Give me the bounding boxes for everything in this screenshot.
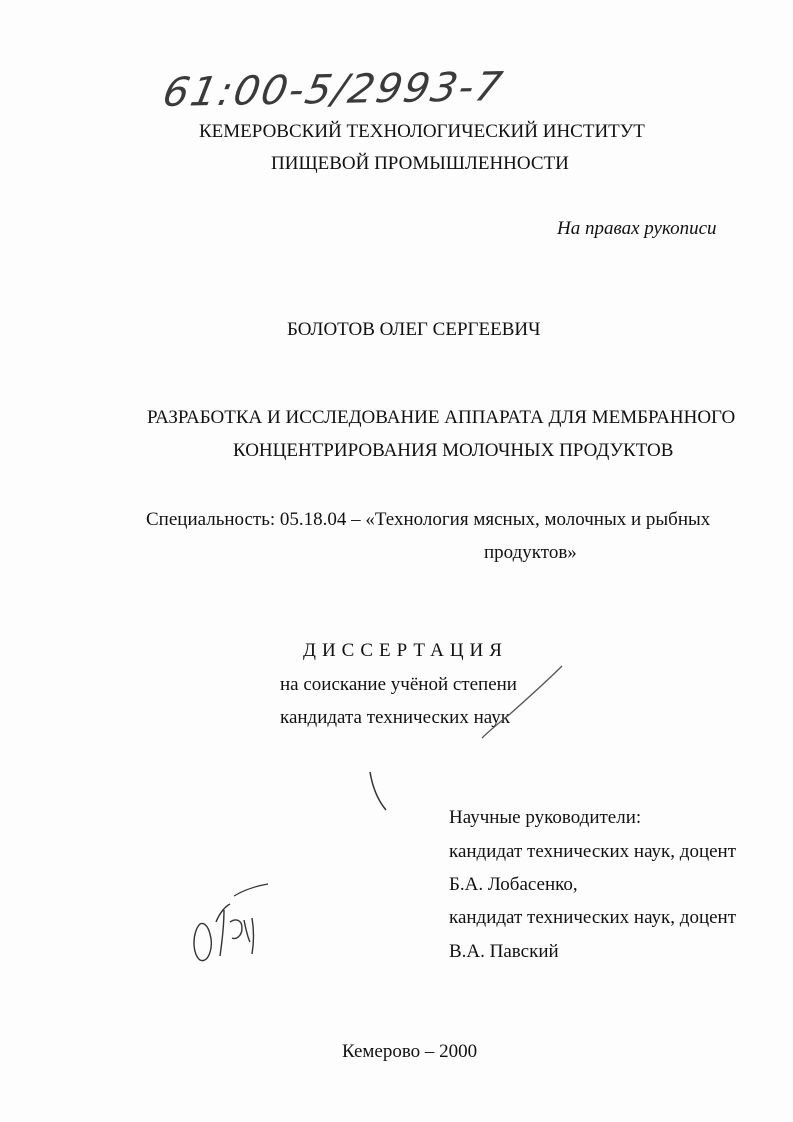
thesis-title-line2: КОНЦЕНТРИРОВАНИЯ МОЛОЧНЫХ ПРОДУКТОВ xyxy=(233,440,674,461)
signature-mark xyxy=(186,882,276,966)
supervisor-1-name: Б.А. Лобасенко, xyxy=(449,874,578,895)
institute-name-line2: ПИЩЕВОЙ ПРОМЫШЛЕННОСТИ xyxy=(271,153,569,174)
author-name: БОЛОТОВ ОЛЕГ СЕРГЕЕВИЧ xyxy=(287,319,541,340)
specialty-line2: продуктов» xyxy=(484,542,577,563)
place-and-year: Кемерово – 2000 xyxy=(342,1041,478,1062)
supervisors-heading: Научные руководители: xyxy=(449,807,642,828)
institute-name-line1: КЕМЕРОВСКИЙ ТЕХНОЛОГИЧЕСКИЙ ИНСТИТУТ xyxy=(199,121,645,142)
manuscript-note: На правах рукописи xyxy=(557,218,717,239)
supervisor-2-name: В.А. Павский xyxy=(449,941,559,962)
archive-number-text: 61:00-5/2993-7 xyxy=(159,64,508,116)
supervisor-1-degree: кандидат технических наук, доцент xyxy=(449,841,737,862)
thesis-title-line1: РАЗРАБОТКА И ИССЛЕДОВАНИЕ АППАРАТА ДЛЯ МЕМБРАННОГО xyxy=(147,407,736,428)
dissertation-heading: ДИССЕРТАЦИЯ xyxy=(303,640,508,661)
degree-line1: на соискание учёной степени xyxy=(280,674,517,695)
pen-stroke-mark xyxy=(478,662,568,742)
pen-tick-mark xyxy=(366,770,390,814)
degree-line2: кандидата технических наук xyxy=(280,707,510,728)
specialty-line1: Специальность: 05.18.04 – «Технология мясных, молочных и рыбных xyxy=(146,509,711,530)
supervisor-2-degree: кандидат технических наук, доцент xyxy=(449,907,737,928)
